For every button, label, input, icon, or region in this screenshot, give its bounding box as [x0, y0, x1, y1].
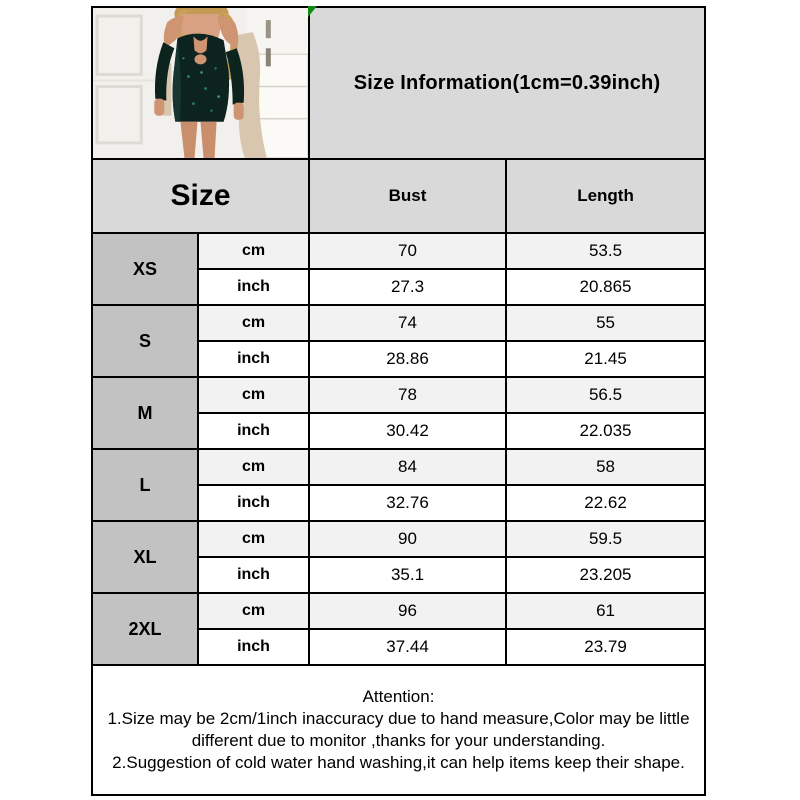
bust-value-cell: 70 [309, 233, 506, 269]
unit-cell: cm [198, 449, 309, 485]
bust-value-cell: 96 [309, 593, 506, 629]
column-header-bust: Bust [309, 159, 506, 233]
dress [173, 34, 229, 122]
photo-title-row [92, 7, 705, 159]
attention-note-1: 1.Size may be 2cm/1inch inaccuracy due to hand measure,Color may be little different due to monitor ,thanks for your understanding. [107, 709, 690, 750]
bust-value-cell: 37.44 [309, 629, 506, 665]
dress-cutout-bottom [194, 54, 206, 64]
green-corner-marker-icon [308, 6, 317, 17]
unit-cell: inch [198, 557, 309, 593]
unit-cell: inch [198, 269, 309, 305]
attention-cell [92, 665, 705, 795]
length-value-cell: 23.79 [506, 629, 705, 665]
size-chart-table-wrap [91, 6, 704, 794]
bust-value-cell: 78 [309, 377, 506, 413]
bust-value-cell: 84 [309, 449, 506, 485]
unit-cell: inch [198, 485, 309, 521]
table-row [92, 305, 705, 341]
length-value-cell: 21.45 [506, 341, 705, 377]
size-label-s: S [92, 305, 198, 377]
bust-value-cell: 32.76 [309, 485, 506, 521]
column-header-length: Length [506, 159, 705, 233]
size-label-l: L [92, 449, 198, 521]
table-row [92, 593, 705, 629]
length-value-cell: 53.5 [506, 233, 705, 269]
size-label-xl: XL [92, 521, 198, 593]
unit-cell: cm [198, 377, 309, 413]
bust-value-cell: 35.1 [309, 557, 506, 593]
bust-value-cell: 28.86 [309, 341, 506, 377]
table-row [92, 521, 705, 557]
unit-cell: cm [198, 305, 309, 341]
attention-row [92, 665, 705, 795]
table-row [92, 233, 705, 269]
length-value-cell: 61 [506, 593, 705, 629]
attention-heading: Attention: [362, 687, 435, 706]
column-header-row [92, 159, 705, 233]
length-value-cell: 23.205 [506, 557, 705, 593]
size-label-2xl: 2XL [92, 593, 198, 665]
size-information-title: Size Information(1cm=0.39inch) [309, 7, 705, 159]
bust-value-cell: 74 [309, 305, 506, 341]
length-value-cell: 59.5 [506, 521, 705, 557]
length-value-cell: 22.035 [506, 413, 705, 449]
length-value-cell: 20.865 [506, 269, 705, 305]
unit-cell: cm [198, 521, 309, 557]
unit-cell: inch [198, 629, 309, 665]
unit-cell: inch [198, 413, 309, 449]
product-photo-cell [92, 7, 309, 159]
bust-value-cell: 27.3 [309, 269, 506, 305]
column-header-size: Size [92, 159, 309, 233]
table-row [92, 377, 705, 413]
size-label-xs: XS [92, 233, 198, 305]
length-value-cell: 22.62 [506, 485, 705, 521]
length-value-cell: 55 [506, 305, 705, 341]
length-value-cell: 58 [506, 449, 705, 485]
product-photo [93, 8, 308, 158]
table-row [92, 449, 705, 485]
size-chart-table [91, 6, 706, 796]
unit-cell: cm [198, 593, 309, 629]
attention-note-2: 2.Suggestion of cold water hand washing,it can help items keep their shape. [112, 753, 685, 772]
unit-cell: cm [198, 233, 309, 269]
bust-value-cell: 90 [309, 521, 506, 557]
unit-cell: inch [198, 341, 309, 377]
size-label-m: M [92, 377, 198, 449]
bust-value-cell: 30.42 [309, 413, 506, 449]
length-value-cell: 56.5 [506, 377, 705, 413]
